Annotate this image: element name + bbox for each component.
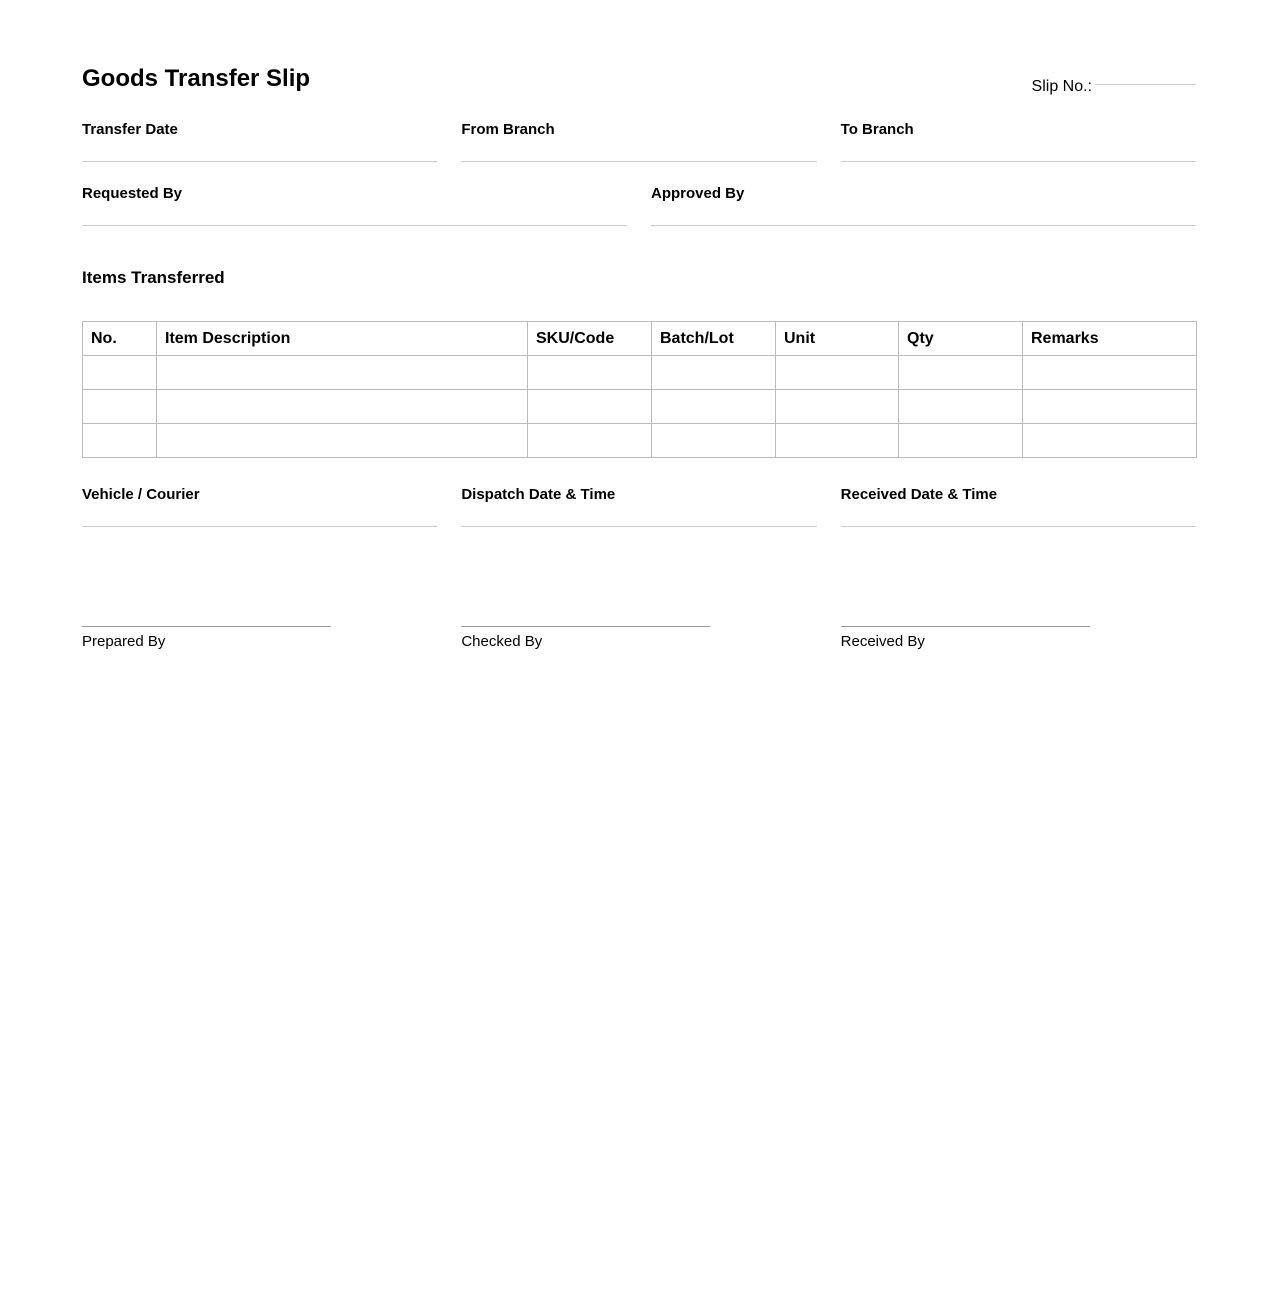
cell-qty[interactable] xyxy=(899,424,1023,458)
table-row xyxy=(83,424,1197,458)
from-branch-label: From Branch xyxy=(461,121,555,138)
to-branch-field xyxy=(841,121,1196,162)
requested-by-input[interactable] xyxy=(82,203,627,226)
dispatch-datetime-label: Dispatch Date & Time xyxy=(461,486,616,503)
cell-sku-code[interactable] xyxy=(528,390,652,424)
cell-sku-code[interactable] xyxy=(528,424,652,458)
from-branch-field xyxy=(461,121,816,162)
requested-by-field xyxy=(82,185,627,226)
table-row xyxy=(83,390,1197,424)
signature-checked-by xyxy=(461,626,816,651)
signature-prepared-by xyxy=(82,626,437,651)
column-header-sku-code: SKU/Code xyxy=(528,322,652,356)
received-datetime-input[interactable] xyxy=(841,504,1196,527)
column-header-qty: Qty xyxy=(899,322,1023,356)
column-header-no: No. xyxy=(83,322,157,356)
from-branch-input[interactable] xyxy=(461,139,816,162)
slip-number-label: Slip No.: xyxy=(1031,78,1092,95)
cell-unit[interactable] xyxy=(776,424,899,458)
to-branch-input[interactable] xyxy=(841,139,1196,162)
to-branch-label: To Branch xyxy=(840,121,914,138)
received-datetime-label: Received Date & Time xyxy=(840,486,998,503)
table-row xyxy=(83,356,1197,390)
authorization-row xyxy=(82,185,1196,226)
cell-batch-lot[interactable] xyxy=(652,356,776,390)
requested-by-label: Requested By xyxy=(82,185,183,202)
transfer-details-row xyxy=(82,121,1196,162)
signature-label: Received By xyxy=(840,633,925,650)
column-header-batch-lot: Batch/Lot xyxy=(652,322,776,356)
cell-qty[interactable] xyxy=(899,356,1023,390)
slip-number-field xyxy=(1032,77,1196,97)
signature-label: Prepared By xyxy=(82,633,166,650)
transfer-date-label: Transfer Date xyxy=(82,121,178,138)
cell-unit[interactable] xyxy=(776,356,899,390)
cell-qty[interactable] xyxy=(899,390,1023,424)
cell-batch-lot[interactable] xyxy=(652,424,776,458)
items-section-title: Items Transferred xyxy=(82,268,225,287)
signature-line[interactable] xyxy=(841,626,1090,627)
dispatch-datetime-field xyxy=(461,486,816,527)
received-datetime-field xyxy=(841,486,1196,527)
cell-unit[interactable] xyxy=(776,390,899,424)
signature-label: Checked By xyxy=(461,633,543,650)
cell-batch-lot[interactable] xyxy=(652,390,776,424)
cell-remarks[interactable] xyxy=(1023,356,1197,390)
page-title: Goods Transfer Slip xyxy=(82,65,311,92)
cell-no[interactable] xyxy=(83,424,157,458)
cell-remarks[interactable] xyxy=(1023,424,1197,458)
document-header xyxy=(82,64,1196,104)
cell-no[interactable] xyxy=(83,356,157,390)
signature-line[interactable] xyxy=(82,626,331,627)
approved-by-label: Approved By xyxy=(651,185,745,202)
column-header-unit: Unit xyxy=(776,322,899,356)
vehicle-courier-field xyxy=(82,486,437,527)
cell-remarks[interactable] xyxy=(1023,390,1197,424)
cell-item-description[interactable] xyxy=(157,356,528,390)
items-table xyxy=(82,321,1197,458)
transfer-date-field xyxy=(82,121,437,162)
delivery-details-row xyxy=(82,486,1196,527)
transfer-date-input[interactable] xyxy=(82,139,437,162)
dispatch-datetime-input[interactable] xyxy=(461,504,816,527)
cell-no[interactable] xyxy=(83,390,157,424)
slip-number-input-line[interactable] xyxy=(1095,84,1196,85)
approved-by-field xyxy=(651,185,1196,226)
column-header-item-description: Item Description xyxy=(157,322,528,356)
signature-line[interactable] xyxy=(461,626,710,627)
table-header-row xyxy=(83,322,1197,356)
cell-item-description[interactable] xyxy=(157,424,528,458)
vehicle-courier-input[interactable] xyxy=(82,504,437,527)
vehicle-courier-label: Vehicle / Courier xyxy=(82,486,200,503)
signature-section xyxy=(82,626,1196,651)
cell-item-description[interactable] xyxy=(157,390,528,424)
signature-received-by xyxy=(841,626,1196,651)
cell-sku-code[interactable] xyxy=(528,356,652,390)
column-header-remarks: Remarks xyxy=(1023,322,1197,356)
approved-by-input[interactable] xyxy=(651,203,1196,226)
